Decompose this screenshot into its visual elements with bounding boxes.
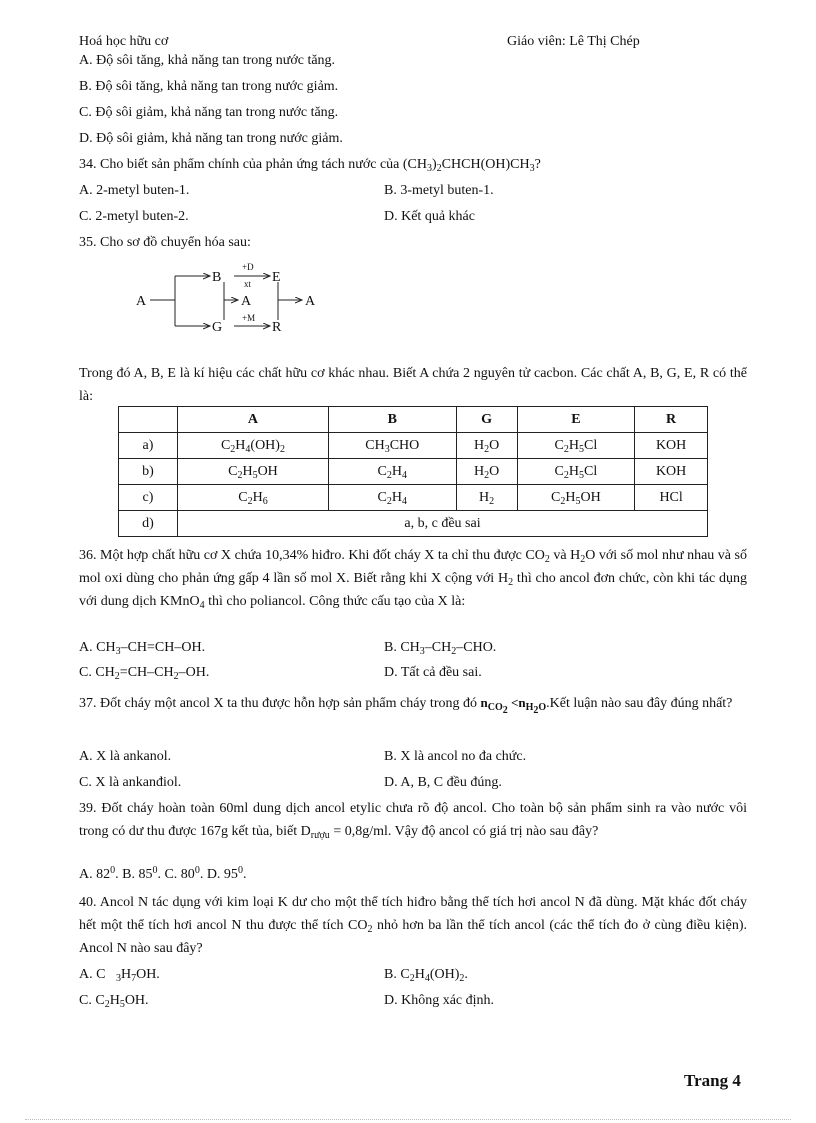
table-row <box>119 433 708 459</box>
table-header-r: R <box>635 407 708 433</box>
diagram-node-g: G <box>212 320 223 335</box>
q37-option-a: A. X là ankanol. <box>79 749 172 764</box>
table-row <box>119 407 708 433</box>
page-number: Trang 4 <box>684 1071 741 1090</box>
table-header-blank <box>119 407 178 433</box>
q33-option-b: B. Độ sôi tăng, khả năng tan trong nước giảm. <box>79 79 339 94</box>
q35-text: Trong đó A, B, E là kí hiệu các chất hữu cơ khác nhau. Biết A chứa 2 nguyên tử cacbon. Các chất A, B, G, E, R có thể là: <box>79 366 747 404</box>
table-header-e: E <box>517 407 635 433</box>
q37-text: 37. Đốt cháy một ancol X ta thu được hỗn hợp sản phẩm cháy trong đó $n_{CO_2}$ $<n_{H_2O}.Kết$ luận nào sau đây đúng nhất? <box>79 695 733 716</box>
q36-option-a: A. $CH_3-CH=CH-OH$. <box>79 640 206 657</box>
q40-option-d: D. Không xác định. <box>384 993 495 1008</box>
table-cell: $C_2H_4(OH)_2$ <box>178 433 329 459</box>
table-cell: $C_2H_4$ <box>328 485 456 511</box>
table-cell: $CH_3CHO$ <box>328 433 456 459</box>
diagram-node-a-mid: A <box>241 294 252 309</box>
q33-option-a: A. Độ sôi tăng, khả năng tan trong nước tăng. <box>79 53 336 68</box>
q36-option-b: B. $CH_3-CH_2$–CHO. <box>384 640 497 657</box>
q36-text: 36. Một hợp chất hữu cơ X chứa 10,34% hiđro. Khi đốt cháy X ta chỉ thu được $CO_2$ và $H_2O$ với số mol như nhau và số mol oxi dùng cho phản ứng gấp 4 lần số mol X. Biết rằng khi X cộng với $H_2$ thì cho ancol đơn chức, còn khi tác dụng với dung dịch KMnO$_4$ thì cho poliancol. Công thức cấu tạo của X là: <box>79 548 748 611</box>
q33-option-c: C. Độ sôi giảm, khả năng tan trong nước tăng. <box>79 105 339 120</box>
q39-options: A. $82^0$. B. $85^0$. C. $80^0$. D. $95^0$. <box>79 865 247 882</box>
row-label-c: c) <box>119 485 178 511</box>
q40-option-b: B. $C_2H_4(OH)_2$. <box>384 967 468 984</box>
table-cell: KOH <box>635 433 708 459</box>
diagram-reagent-d: +D <box>242 262 254 272</box>
table-header-b: B <box>328 407 456 433</box>
table-cell: $C_2H_6$ <box>178 485 329 511</box>
q36-option-d: D. Tất cả đều sai. <box>384 665 482 680</box>
table-row <box>119 485 708 511</box>
table-cell: $C_2H_5OH$ <box>517 485 635 511</box>
table-header-a: A <box>178 407 329 433</box>
q40-option-a: A. C $_3H_7OH$. <box>79 967 160 984</box>
table-cell: $H_2O$ <box>456 433 517 459</box>
table-cell: HCl <box>635 485 708 511</box>
table-cell: $H_2O$ <box>456 459 517 485</box>
diagram-node-b: B <box>212 270 222 285</box>
q40-text: 40. Ancol N tác dụng với kim loại K dư cho một thể tích hiđro bằng thể tích hơi ancol N đã dùng. Mặt khác đốt cháy hết một thể tích hơi ancol N thu được thể tích $CO_2$ nhỏ hơn ba lần thể tích ancol (các thể tích đo ở cùng điều kiện). Ancol N nào sau đây? <box>79 895 748 956</box>
diagram-node-a-left: A <box>136 294 147 309</box>
diagram-node-a-right: A <box>305 294 316 309</box>
header-subject: Hoá học hữu cơ <box>79 34 169 49</box>
diagram-catalyst-xt: xt <box>244 279 252 289</box>
q35-table <box>118 406 708 537</box>
q34-option-d: D. Kết quả khác <box>384 209 475 224</box>
q33-option-d: D. Độ sôi giảm, khả năng tan trong nước giảm. <box>79 131 343 146</box>
q37-option-c: C. X là ankanđiol. <box>79 775 182 790</box>
table-cell: $C_2H_4$ <box>328 459 456 485</box>
q36-option-c: C. $CH_2=CH-CH_2-OH$. <box>79 665 210 682</box>
table-header-g: G <box>456 407 517 433</box>
row-label-d: d) <box>119 511 178 537</box>
table-cell-d: a, b, c đều sai <box>178 511 708 537</box>
table-row <box>119 459 708 485</box>
q39-text: 39. Đốt cháy hoàn toàn 60ml dung dịch ancol etylic chưa rõ độ ancol. Cho toàn bộ sản phẩm sinh ra vào nước vôi trong có dư thu được 167g kết tủa, biết $D_{rượu} = 0,8g/ml$. Vậy độ ancol có giá trị nào sau đây? <box>79 801 747 841</box>
q34-stem: 34. Cho biết sản phẩm chính của phản ứng tách nước của $(CH_3)_2CHCH(OH)CH_3$? <box>79 157 541 174</box>
q35-stem: 35. Cho sơ đồ chuyển hóa sau: <box>79 235 251 250</box>
q37-option-b: B. X là ancol no đa chức. <box>384 749 527 764</box>
footer-divider <box>25 1119 791 1120</box>
table-cell: $H_2$ <box>456 485 517 511</box>
q34-option-b: B. 3-metyl buten-1. <box>384 183 494 198</box>
q40-option-c: C. $C_2H_5OH$. <box>79 993 149 1010</box>
row-label-a: a) <box>119 433 178 459</box>
table-cell: $C_2H_5Cl$ <box>517 433 635 459</box>
diagram-reagent-m: +M <box>242 313 256 323</box>
table-cell: $C_2H_5OH$ <box>178 459 329 485</box>
table-row <box>119 511 708 537</box>
q35-conversion-diagram <box>130 258 330 338</box>
header-teacher: Giáo viên: Lê Thị Chép <box>507 34 640 49</box>
diagram-node-e: E <box>272 270 281 285</box>
q34-option-c: C. 2-metyl buten-2. <box>79 209 189 224</box>
q34-option-a: A. 2-metyl buten-1. <box>79 183 190 198</box>
diagram-node-r: R <box>272 320 282 335</box>
table-cell: $C_2H_5Cl$ <box>517 459 635 485</box>
q37-option-d: D. A, B, C đều đúng. <box>384 775 502 790</box>
row-label-b: b) <box>119 459 178 485</box>
table-cell: KOH <box>635 459 708 485</box>
